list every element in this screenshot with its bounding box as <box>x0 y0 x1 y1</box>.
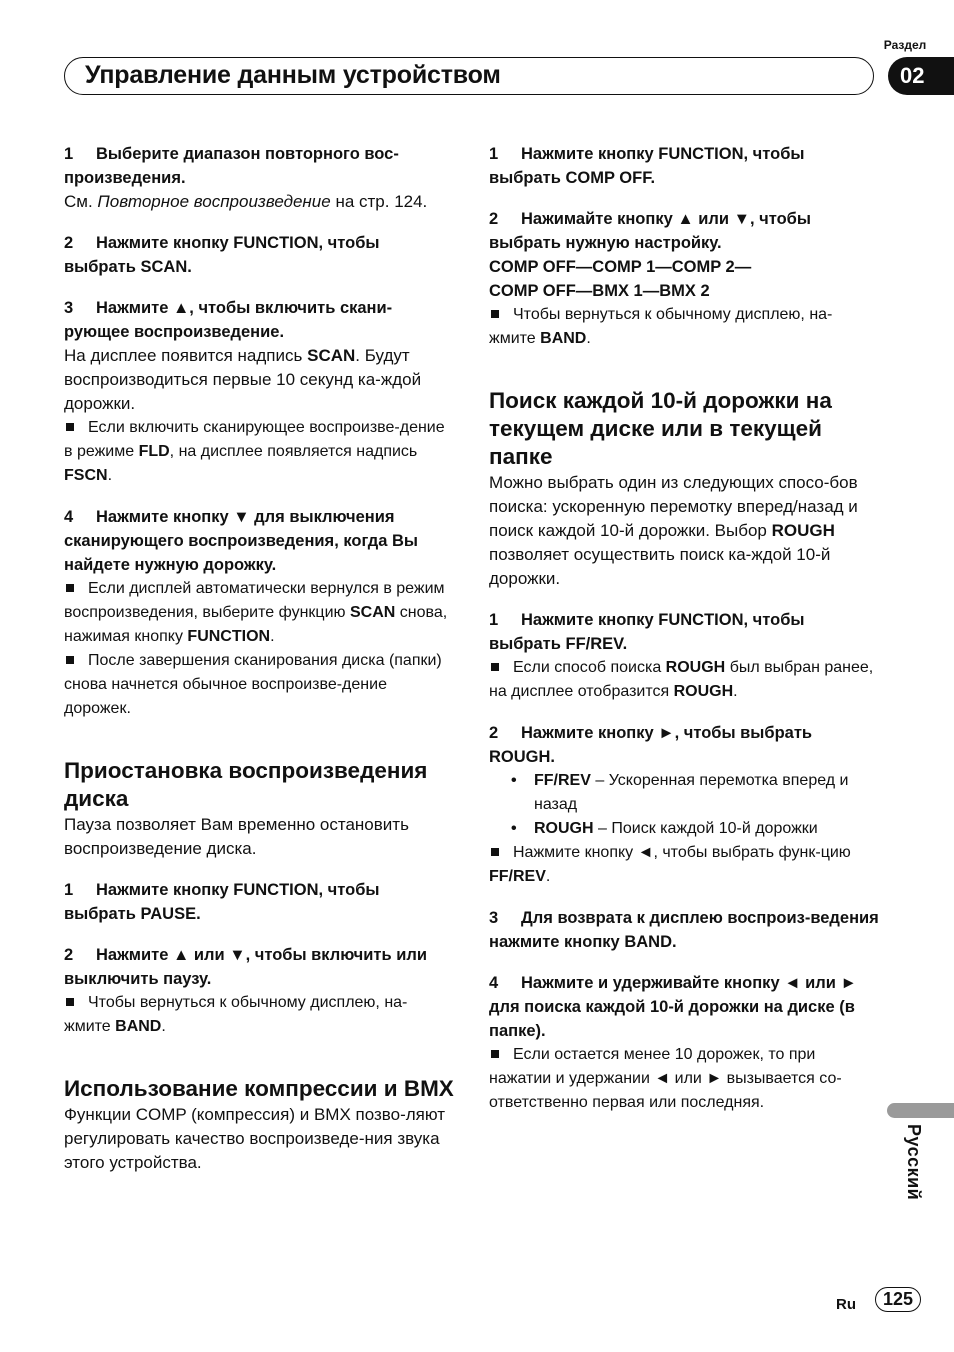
note: Если включить сканирующее воспроизве-дение в режиме FLD, на дисплее появляется надпись FSCN. <box>64 419 445 484</box>
setting-sequence: COMP OFF—COMP 1—COMP 2— <box>489 258 752 276</box>
note: Если способ поиска ROUGH был выбран ранее, на дисплее отобразится ROUGH. <box>489 659 874 700</box>
square-bullet-icon <box>491 310 499 318</box>
note: Нажмите кнопку ◄, чтобы выбрать функ-цию FF/REV. <box>489 844 851 885</box>
language-tab-bar <box>887 1103 954 1118</box>
section-heading-pause: Приостановка воспроизведения диска <box>64 758 428 811</box>
step-start-scan: 3 Нажмите ▲, чтобы включить скани-рующее воспроизведение. <box>64 299 393 341</box>
note: Чтобы вернуться к обычному дисплею, на-жмите BAND. <box>64 994 408 1035</box>
square-bullet-icon <box>66 584 74 592</box>
left-column <box>64 142 454 1175</box>
step-hold-search: 4 Нажмите и удерживайте кнопку ◄ или ► для поиска каждой 10-й дорожки на диске (в папке). <box>489 974 857 1040</box>
section-intro: Можно выбрать один из следующих спосо-бов поиска: ускоренную перемотку вперед/назад и поиск каждой 10-й дорожки. Выбор ROUGH позволяет осуществить поиск ка-ждой 10-й дорожки. <box>489 473 858 588</box>
square-bullet-icon <box>66 656 74 664</box>
cross-reference: Повторное воспроизведение <box>97 192 331 211</box>
step-select-scan: 2 Нажмите кнопку FUNCTION, чтобы выбрать SCAN. <box>64 234 380 276</box>
section-number-badge: 02 <box>888 57 954 95</box>
step-select-pause: 1 Нажмите кнопку FUNCTION, чтобы выбрать PAUSE. <box>64 881 380 923</box>
language-label: Русский <box>904 1124 924 1201</box>
right-column <box>489 142 879 1115</box>
option-item: • FF/REV – Ускоренная перемотка вперед и назад <box>511 769 879 817</box>
step-select-repeat-range: 1 Выберите диапазон повторного вос-произведения. <box>64 145 399 187</box>
step-return-display: 3 Для возврата к дисплею воспроиз-ведения нажмите кнопку BAND. <box>489 909 879 951</box>
step-toggle-pause: 2 Нажмите ▲ или ▼, чтобы включить или выключить паузу. <box>64 946 427 988</box>
setting-sequence: COMP OFF—BMX 1—BMX 2 <box>489 282 710 300</box>
note: Если дисплей автоматически вернулся в режим воспроизведения, выберите функцию SCAN снова, нажимая кнопку FUNCTION. <box>64 580 448 645</box>
section-intro: Пауза позволяет Вам временно остановить воспроизведение диска. <box>64 815 409 858</box>
section-heading-compression: Использование компрессии и BMX <box>64 1076 454 1101</box>
footer-language-code: Ru <box>836 1296 856 1313</box>
square-bullet-icon <box>66 423 74 431</box>
option-item: • ROUGH – Поиск каждой 10-й дорожки <box>511 817 879 841</box>
section-heading-search: Поиск каждой 10-й дорожки на текущем диске или в текущей папке <box>489 388 832 469</box>
note: Если остается менее 10 дорожек, то при нажатии и удержании ◄ или ► вызывается со-ответственно первая или последняя. <box>489 1046 842 1111</box>
square-bullet-icon <box>66 998 74 1006</box>
square-bullet-icon <box>491 848 499 856</box>
section-intro: Функции COMP (компрессия) и BMX позво-ляют регулировать качество воспроизведе-ния звука этого устройства. <box>64 1105 446 1172</box>
page-number: 125 <box>875 1287 921 1312</box>
note: После завершения сканирования диска (папки) снова начнется обычное воспроизве-дение дорожек. <box>64 652 442 717</box>
step-body: См. Повторное воспроизведение на стр. 124. <box>64 192 428 211</box>
page-title: Управление данным устройством <box>85 61 501 89</box>
step-select-ffrev: 1 Нажмите кнопку FUNCTION, чтобы выбрать FF/REV. <box>489 611 805 653</box>
section-label: Раздел <box>883 38 927 52</box>
step-select-comp-off: 1 Нажмите кнопку FUNCTION, чтобы выбрать COMP OFF. <box>489 145 805 187</box>
step-body: На дисплее появится надпись SCAN. Будут воспроизводиться первые 10 секунд ка-ждой дорожки. <box>64 346 422 413</box>
step-choose-setting: 2 Нажимайте кнопку ▲ или ▼, чтобы выбрать нужную настройку. <box>489 210 811 252</box>
square-bullet-icon <box>491 663 499 671</box>
square-bullet-icon <box>491 1050 499 1058</box>
header-bar <box>64 57 874 95</box>
step-select-rough: 2 Нажмите кнопку ►, чтобы выбрать ROUGH. <box>489 724 813 766</box>
step-stop-scan: 4 Нажмите кнопку ▼ для выключения сканирующего воспроизведения, когда Вы найдете нужную дорожку. <box>64 508 418 574</box>
note: Чтобы вернуться к обычному дисплею, на-жмите BAND. <box>489 306 833 347</box>
